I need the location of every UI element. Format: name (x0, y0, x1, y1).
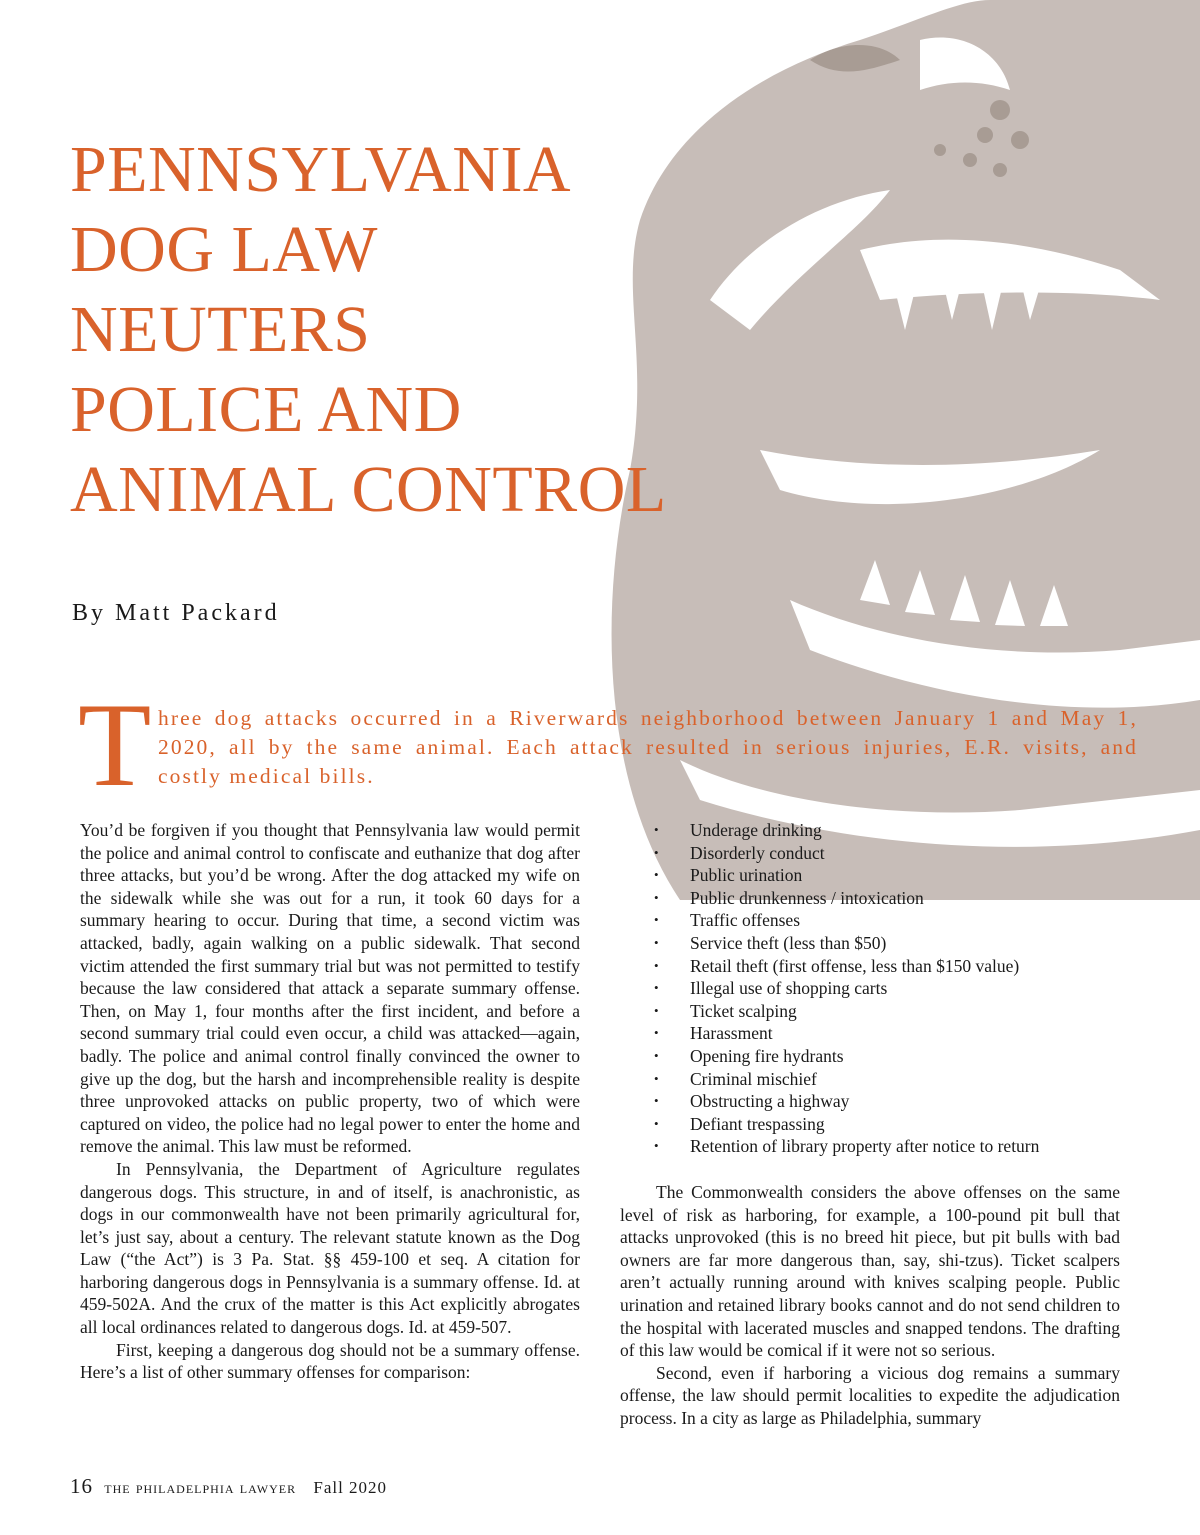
list-item: • Ticket scalping (652, 1000, 1039, 1023)
body-paragraph: In Pennsylvania, the Department of Agriculture regulates dangerous dogs. This structure, in and of itself, is anachronistic, as dogs in our commonwealth have not been primarily agricultural for, let’s just say, about a century. The relevant statute known as the Dog Law (“the Act”) is 3 Pa. Stat. §§ 459-100 et seq. A citation for harboring dangerous dogs in Pennsylvania is a summary offense. Id. at 459-502A. And the crux of the matter is this Act explicitly abrogates all local ordinances related to dangerous dogs. Id. at 459-507. (80, 1158, 580, 1338)
headline-line: NEUTERS (70, 293, 371, 366)
body-paragraph: The Commonwealth considers the above offenses on the same level of risk as harboring, for example, a 100-pound pit bull that attacks unprovoked (this is no breed hit piece, but pit bulls with bad owners are far more dangerous than, say, shi-tzus). Ticket scalpers aren’t actually running around with knives scalping people. Public urination and retained library books cannot and do not send children to the hospital with lacerated muscles and snapped tendons. The drafting of this law would be comical if it were not so serious. (620, 1182, 1120, 1361)
list-item: • Traffic offenses (652, 909, 1039, 932)
list-item: • Public urination (652, 864, 1039, 887)
page-number: 16 (70, 1474, 93, 1498)
issue-label: Fall 2020 (313, 1478, 388, 1497)
list-item: • Harassment (652, 1022, 1039, 1045)
headline-line: DOG LAW (70, 213, 378, 286)
list-item: • Underage drinking (652, 819, 1039, 842)
list-item: • Obstructing a highway (652, 1090, 1039, 1113)
list-item: • Defiant trespassing (652, 1113, 1039, 1136)
list-item: • Opening fire hydrants (652, 1045, 1039, 1068)
headline-line: PENNSYLVANIA (70, 133, 572, 206)
list-item: • Criminal mischief (652, 1068, 1039, 1091)
list-item: • Public drunkenness / intoxication (652, 887, 1039, 910)
list-item: • Service theft (less than $50) (652, 932, 1039, 955)
article-headline (70, 130, 667, 530)
summary-offenses-list (652, 819, 1039, 1158)
body-paragraph: Second, even if harboring a vicious dog remains a summary offense, the law should permit localities to expedite the adjudication process. In a city as large as Philadelphia, summary (620, 1362, 1120, 1428)
body-column-left (80, 819, 580, 1384)
headline-line: ANIMAL CONTROL (70, 453, 667, 526)
body-paragraph: First, keeping a dangerous dog should not be a summary offense. Here’s a list of other summary offenses for comparison: (80, 1339, 580, 1383)
list-item: • Retail theft (first offense, less than $150 value) (652, 955, 1039, 978)
magazine-name: the philadelphia lawyer (104, 1478, 297, 1497)
body-column-right (620, 1181, 1120, 1430)
list-item: • Illegal use of shopping carts (652, 977, 1039, 1000)
lede-paragraph: hree dog attacks occurred in a Riverwards neighborhood between January 1 and May 1, 2020, all by the same animal. Each attack resulted in serious injuries, E.R. visits, and costly medical bills. (158, 706, 1138, 788)
body-paragraph: You’d be forgiven if you thought that Pennsylvania law would permit the police and animal control to confiscate and euthanize that dog after three attacks, but you’d be wrong. After the dog attacked my wife on the sidewalk while she was out for a run, it took 60 days for a summary hearing to occur. During that time, a second victim was attacked, badly, again walking on a public sidewalk. That second victim attended the first summary trial but was not permitted to testify because the law considered that attack a separate summary offense. Then, on May 1, four months after the first incident, and before a second summary trial could even occur, a child was attacked—again, badly. The police and animal control finally convinced the owner to give up the dog, but the harsh and incomprehensible reality is despite three unprovoked attacks on public property, two of which were captured on video, the police had no legal power to enter the home and remove the animal. This law must be reformed. (80, 820, 580, 1157)
drop-cap: T (78, 678, 152, 811)
page-footer (70, 1474, 387, 1499)
list-item: • Retention of library property after notice to return (652, 1135, 1039, 1158)
byline: By Matt Packard (72, 600, 280, 626)
headline-line: POLICE AND (70, 373, 462, 446)
list-item: • Disorderly conduct (652, 842, 1039, 865)
